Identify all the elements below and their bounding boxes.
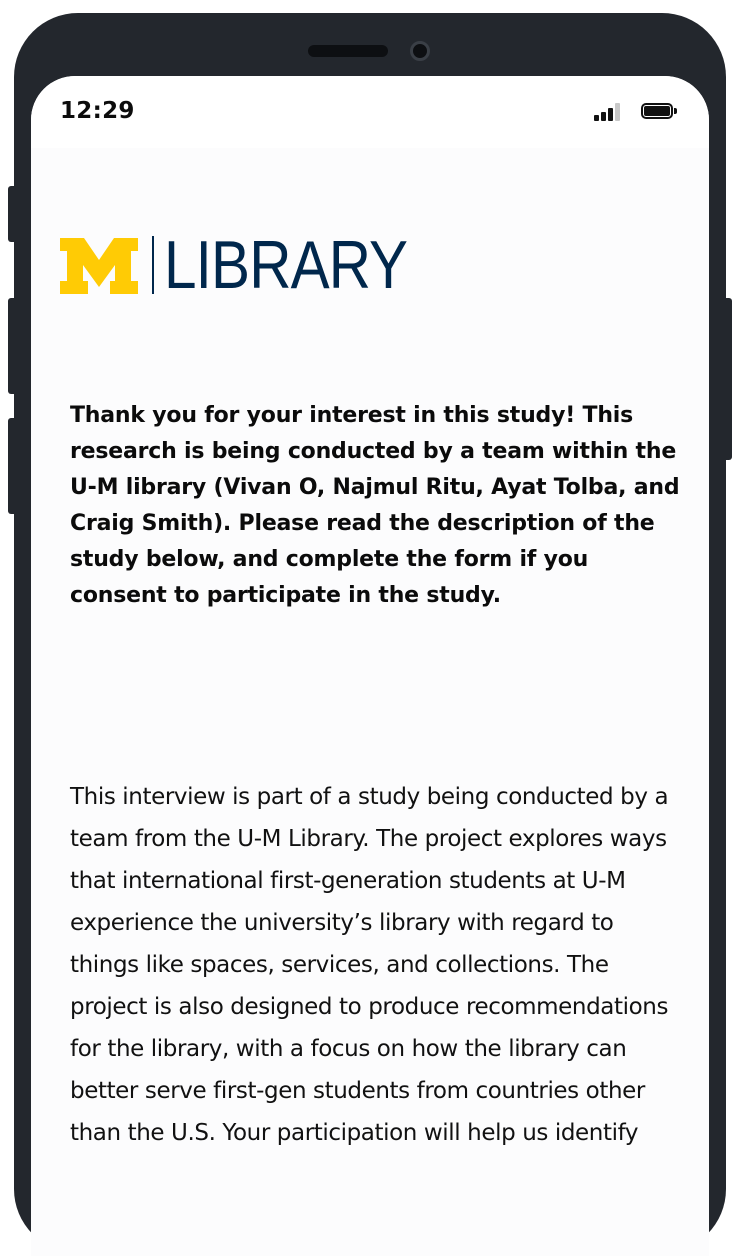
logo-divider (152, 236, 154, 294)
status-bar (31, 76, 709, 148)
front-camera-icon (410, 41, 430, 61)
logo-wordmark: LIBRARY (164, 227, 408, 303)
intro-text: Thank you for your interest in this study! This research is being conducted by a team within the U-M library (Vivan O, Najmul Ritu, Ayat Tolba, and Craig Smith). Please read the description of the study below, and complete the form if you consent to participate in the study. (70, 403, 680, 608)
study-description: This interview is part of a study being conducted by a team from the U-M Library. The project explores ways that international first-generation students at U-M experience the university’s library with regard to things like spaces, services, and collections. The project is also designed to produce recommendations for the library, with a focus on how the library can better serve first-gen students from countries other than the U.S. Your participation will help us identify (70, 784, 669, 1146)
phone-screen (31, 76, 709, 1256)
um-library-logo (60, 227, 440, 303)
battery-icon (641, 103, 677, 119)
block-m-logo-icon (60, 238, 138, 294)
speaker-grille (308, 45, 388, 57)
status-time: 12:29 (60, 98, 135, 124)
cellular-signal-icon (594, 103, 622, 121)
